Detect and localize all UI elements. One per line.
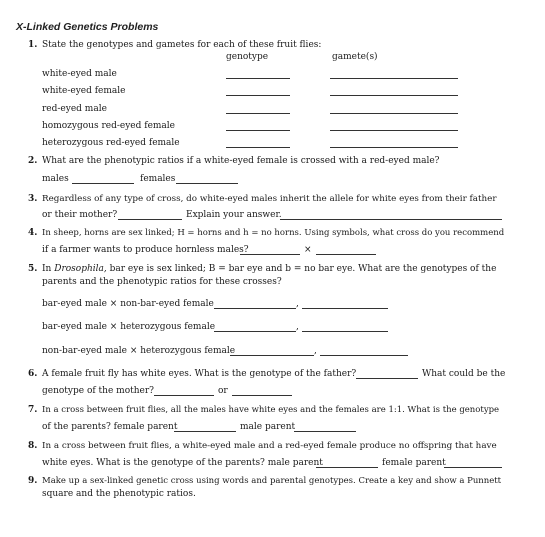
genotype-answer-line[interactable]: [226, 113, 290, 114]
question-7-line2b: male parent: [240, 422, 296, 432]
q5-answer-line[interactable]: [302, 331, 388, 332]
question-7-line2a: of the parents? female parent: [42, 422, 178, 432]
gametes-column-header: gamete(s): [332, 52, 378, 62]
gamete-answer-line[interactable]: [330, 95, 458, 96]
q5-text-a: In: [42, 264, 52, 274]
q8-female-answer-line[interactable]: [444, 467, 502, 468]
q5-answer-line[interactable]: [320, 355, 408, 356]
cross-symbol: ×: [304, 245, 312, 255]
question-7-line1: In a cross between fruit flies, all the males have white eyes and the females are 1:1. What is the genotype: [42, 405, 500, 415]
q5-answer-line[interactable]: [230, 355, 314, 356]
genotype-answer-line[interactable]: [226, 95, 290, 96]
females-answer-line[interactable]: [176, 183, 238, 184]
question-number-5: 5.: [28, 264, 38, 274]
question-2-text: What are the phenotypic ratios if a white-eyed female is crossed with a red-eyed male?: [42, 156, 440, 166]
q5-answer-line[interactable]: [214, 331, 296, 332]
question-4-line1: In sheep, horns are sex linked; H = horns and h = no horns. Using symbols, what cross do you recommend: [42, 228, 505, 238]
q4-answer-line[interactable]: [316, 254, 376, 255]
question-number-1: 1.: [28, 40, 38, 50]
question-6-line1a: A female fruit fly has white eyes. What is the genotype of the father?: [42, 369, 357, 379]
q8-male-answer-line[interactable]: [316, 467, 378, 468]
comma: ,: [314, 346, 317, 356]
q5-answer-line[interactable]: [214, 308, 296, 309]
q5-species: Drosophila,: [54, 264, 107, 274]
q5-text-c: bar eye is sex linked; B = bar eye and b = no bar eye. What are the genotypes of the: [109, 264, 497, 274]
males-answer-line[interactable]: [72, 183, 134, 184]
question-8-line1: In a cross between fruit flies, a white-eyed male and a red-eyed female produce no offspring that have: [42, 441, 497, 451]
question-number-8: 8.: [28, 441, 38, 451]
question-5-line2: parents and the phenotypic ratios for these crosses?: [42, 277, 282, 287]
q1-row-label: homozygous red-eyed female: [42, 121, 176, 131]
gamete-answer-line[interactable]: [330, 147, 458, 148]
q1-row-label: white-eyed female: [42, 86, 126, 96]
question-9-line1: Make up a sex-linked genetic cross using words and parental genotypes. Create a key and show a Punnett: [42, 476, 502, 486]
genotype-answer-line[interactable]: [226, 130, 290, 131]
q6-mother-answer-line[interactable]: [154, 395, 214, 396]
question-number-7: 7.: [28, 405, 38, 415]
genotype-answer-line[interactable]: [226, 78, 290, 79]
comma: ,: [296, 299, 299, 309]
males-label: males: [42, 174, 69, 184]
question-3-line1: Regardless of any type of cross, do white-eyed males inherit the allele for white eyes from their father: [42, 194, 497, 204]
q3-answer-line[interactable]: [118, 219, 182, 220]
question-3-line2b: Explain your answer.: [186, 210, 282, 220]
q5-cross-label: bar-eyed male × heterozygous female: [42, 322, 216, 332]
q4-answer-line[interactable]: [240, 254, 300, 255]
question-6-line1b: What could be the: [422, 369, 506, 379]
question-8-line2b: female parent: [382, 458, 446, 468]
genotype-column-header: genotype: [226, 52, 269, 62]
question-6-line2a: genotype of the mother?: [42, 386, 154, 396]
page-title: X-Linked Genetics Problems: [16, 21, 159, 33]
question-number-9: 9.: [28, 476, 38, 486]
question-number-6: 6.: [28, 369, 38, 379]
females-label: females: [140, 174, 176, 184]
question-3-line2a: or their mother?: [42, 210, 118, 220]
question-5-line1: [42, 264, 496, 275]
question-number-3: 3.: [28, 194, 38, 204]
q5-answer-line[interactable]: [302, 308, 388, 309]
q1-row-label: heterozygous red-eyed female: [42, 138, 180, 148]
question-number-2: 2.: [28, 156, 38, 166]
gamete-answer-line[interactable]: [330, 113, 458, 114]
question-4-line2: if a farmer wants to produce hornless males?: [42, 245, 249, 255]
comma: ,: [296, 322, 299, 332]
q1-row-label: red-eyed male: [42, 104, 107, 114]
q1-row-label: white-eyed male: [42, 69, 117, 79]
q5-cross-label: bar-eyed male × non-bar-eyed female: [42, 299, 214, 309]
gamete-answer-line[interactable]: [330, 78, 458, 79]
q5-cross-label: non-bar-eyed male × heterozygous female: [42, 346, 236, 356]
or-label: or: [218, 386, 228, 396]
q3-explain-line[interactable]: [280, 219, 502, 220]
question-1-text: State the genotypes and gametes for each of these fruit flies:: [42, 40, 322, 50]
question-9-line2: square and the phenotypic ratios.: [42, 489, 196, 499]
genotype-answer-line[interactable]: [226, 147, 290, 148]
question-8-line2a: white eyes. What is the genotype of the parents? male parent: [42, 458, 323, 468]
gamete-answer-line[interactable]: [330, 130, 458, 131]
q7-male-answer-line[interactable]: [294, 431, 356, 432]
q6-mother-answer-line[interactable]: [232, 395, 292, 396]
q6-father-answer-line[interactable]: [356, 378, 418, 379]
q7-female-answer-line[interactable]: [174, 431, 236, 432]
question-number-4: 4.: [28, 228, 38, 238]
